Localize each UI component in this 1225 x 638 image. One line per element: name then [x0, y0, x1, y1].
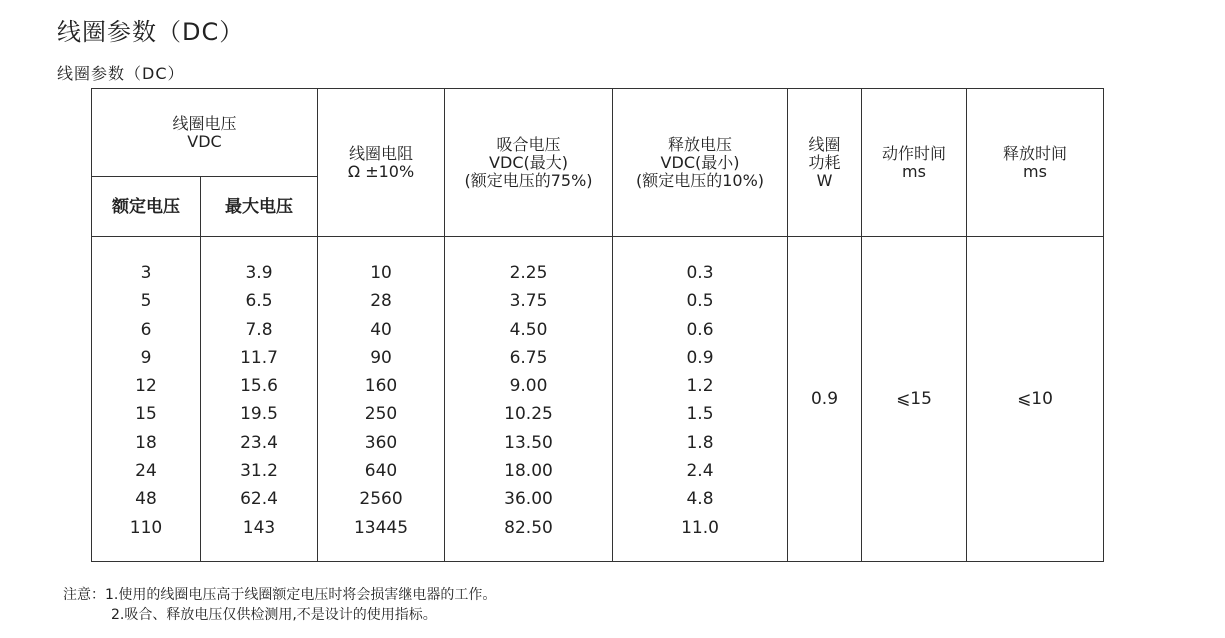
table-cell: 23.4 [240, 432, 278, 453]
table-cell: 143 [242, 517, 276, 538]
table-cell: 250 [364, 404, 398, 425]
table-cell: 360 [364, 432, 398, 453]
header-release-voltage-label: 释放电压 [668, 134, 733, 154]
coil-power-value: 0.9 [788, 237, 862, 562]
table-cell: 13.50 [504, 432, 553, 453]
header-coil-resistance-unit: Ω ±10% [347, 161, 415, 181]
table-cell: 28 [370, 291, 392, 312]
coil-resistance-column [318, 237, 445, 562]
pickup-voltage-column [445, 237, 613, 562]
header-pickup-voltage [445, 89, 613, 237]
table-cell: 2560 [359, 489, 403, 510]
table-cell: 24 [135, 461, 157, 482]
table-cell: 15 [135, 404, 157, 425]
release-time-value: ⩽10 [967, 237, 1104, 562]
table-cell: 4.8 [686, 489, 714, 510]
header-coil-power [788, 89, 862, 237]
table-cell: 19.5 [240, 404, 278, 425]
rated-voltage-column [92, 237, 201, 562]
table-cell: 18.00 [504, 461, 553, 482]
table-cell: 11.0 [681, 517, 719, 538]
page-title: 线圈参数（DC） [57, 18, 245, 46]
table-cell: 110 [129, 517, 163, 538]
header-pickup-voltage-unit: VDC(最大) [489, 152, 568, 172]
table-cell: 90 [370, 347, 392, 368]
table-cell: 18 [135, 432, 157, 453]
note-line-2: 2.吸合、释放电压仅供检测用,不是设计的使用指标。 [111, 607, 437, 623]
header-rated-voltage: 额定电压 [92, 177, 201, 237]
header-operate-time [862, 89, 967, 237]
header-coil-resistance-label: 线圈电阻 [349, 143, 414, 163]
header-release-time-unit: ms [1023, 161, 1047, 181]
header-coil-power-line2: 功耗 [808, 152, 841, 172]
table-cell: 5 [140, 291, 152, 312]
header-pickup-voltage-note: (额定电压的75%) [464, 170, 593, 190]
table-cell: 0.5 [686, 291, 714, 312]
table-cell: 2.4 [686, 461, 714, 482]
operate-time-value: ⩽15 [862, 237, 967, 562]
note-line-1: 注意：1.使用的线圈电压高于线圈额定电压时将会损害继电器的工作。 [63, 587, 497, 603]
table-cell: 1.2 [686, 376, 714, 397]
table-cell: 160 [364, 376, 398, 397]
header-coil-voltage [92, 89, 318, 177]
table-cell: 0.9 [686, 347, 714, 368]
table-cell: 48 [135, 489, 157, 510]
table-cell: 4.50 [509, 319, 548, 340]
header-operate-time-label: 动作时间 [882, 143, 947, 163]
max-voltage-column [201, 237, 318, 562]
header-pickup-voltage-label: 吸合电压 [496, 134, 561, 154]
header-release-voltage-note: (额定电压的10%) [635, 170, 765, 190]
table-cell: 6.5 [245, 291, 273, 312]
table-cell: 82.50 [504, 517, 553, 538]
header-release-voltage [613, 89, 788, 237]
table-cell: 31.2 [240, 461, 278, 482]
notes [63, 585, 496, 625]
table-cell: 3.75 [509, 291, 548, 312]
header-coil-voltage-unit: VDC [187, 131, 222, 151]
table-cell: 1.8 [686, 432, 714, 453]
table-cell: 7.8 [245, 319, 273, 340]
table-cell: 40 [370, 319, 392, 340]
table-cell: 640 [364, 461, 398, 482]
table-cell: 12 [135, 376, 157, 397]
header-row-1 [92, 89, 1104, 177]
table-cell: 6.75 [509, 347, 548, 368]
header-release-time-label: 释放时间 [1003, 143, 1068, 163]
table-cell: 62.4 [240, 489, 278, 510]
header-coil-power-unit: W [816, 170, 833, 190]
release-voltage-column [613, 237, 788, 562]
table-cell: 1.5 [686, 404, 714, 425]
table-cell: 11.7 [240, 347, 278, 368]
table-cell: 13445 [353, 517, 409, 538]
table-cell: 0.6 [686, 319, 714, 340]
table-cell: 6 [140, 319, 152, 340]
header-operate-time-unit: ms [902, 161, 926, 181]
table-cell: 2.25 [509, 263, 548, 283]
table-cell: 10 [370, 263, 392, 283]
table-cell: 36.00 [504, 489, 553, 510]
data-row [92, 237, 1104, 562]
header-coil-resistance [318, 89, 445, 237]
table-cell: 10.25 [504, 404, 553, 425]
table-cell: 9 [140, 347, 152, 368]
header-release-time [967, 89, 1104, 237]
header-coil-power-line1: 线圈 [808, 134, 841, 154]
header-coil-voltage-label: 线圈电压 [172, 113, 237, 133]
header-release-voltage-unit: VDC(最小) [660, 152, 740, 172]
coil-parameters-table [91, 88, 1104, 562]
table-cell: 3 [140, 263, 152, 283]
table-cell: 0.3 [686, 263, 714, 283]
section-subtitle: 线圈参数（DC） [57, 64, 185, 83]
header-max-voltage: 最大电压 [201, 177, 318, 237]
table-cell: 9.00 [509, 376, 548, 397]
table-cell: 15.6 [240, 376, 278, 397]
table-cell: 3.9 [245, 263, 273, 283]
